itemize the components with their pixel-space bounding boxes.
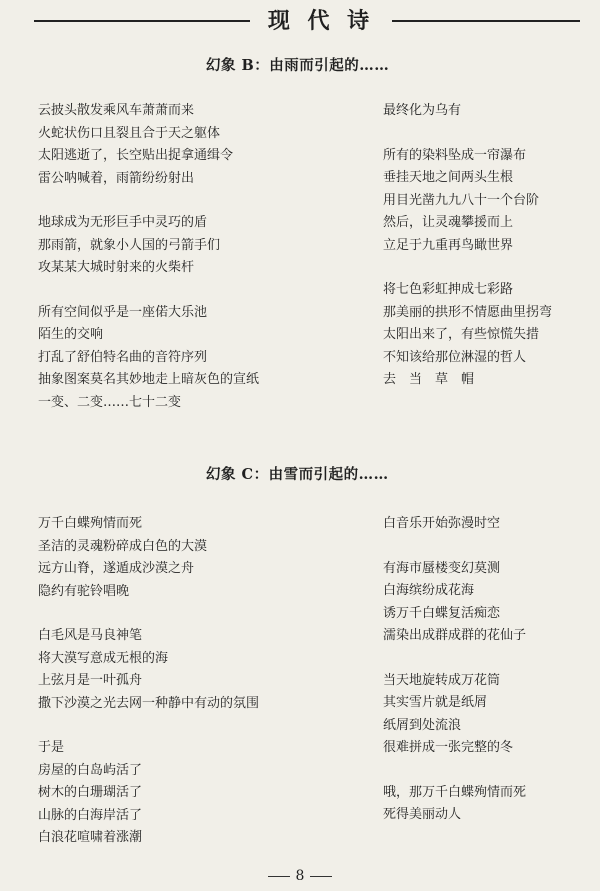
footer-dash-right — [310, 876, 332, 877]
poem-line: 白音乐开始弥漫时空 — [383, 516, 501, 531]
section-b-left-column — [38, 100, 318, 436]
poem-line: 一变、二变……七十二变 — [38, 394, 182, 410]
stanza — [383, 782, 600, 827]
page-title: 现 代 诗 — [267, 8, 375, 34]
stanza — [38, 513, 318, 603]
poem-line: 太阳逃逝了，长空贴出捉拿通缉令 — [38, 148, 234, 163]
poem-line: 去 当 草 帽 — [383, 372, 475, 387]
poem-line: 那雨箭，就象小人国的弓箭手们 — [38, 237, 221, 253]
poem-line: 撒下沙漠之光去网一种静中有动的氛围 — [38, 695, 260, 711]
poem-line: 白浪花喧啸着涨潮 — [38, 830, 143, 845]
stanza — [383, 100, 600, 123]
poem-line: 所有空间似乎是一座偌大乐池 — [38, 304, 208, 320]
poem-line: 太阳出来了，有些惊慌失措 — [383, 327, 540, 342]
poem-line: 云披头散发乘风车萧萧而来 — [38, 103, 195, 118]
section-c-left-column — [38, 513, 318, 872]
stanza — [38, 212, 318, 280]
poem-line: 抽象图案莫名其妙地走上暗灰色的宣纸 — [38, 372, 260, 387]
poem-line: 隐约有驼铃唱晚 — [38, 583, 130, 599]
poem-line: 有海市蜃楼变幻莫测 — [383, 560, 501, 576]
poem-line: 房屋的白岛屿活了 — [38, 762, 143, 778]
section-b-title: 幻象 B：由雨而引起的…… — [206, 57, 390, 74]
poem-line: 死得美丽动人 — [383, 807, 462, 822]
poem-line: 万千白蝶殉情而死 — [38, 516, 143, 531]
poem-line: 然后，让灵魂攀援而上 — [383, 215, 514, 230]
poem-line: 攻某某大城时射来的火柴杆 — [38, 260, 195, 275]
poem-line: 将七色彩虹抻成七彩路 — [383, 282, 514, 297]
page-number: 8 — [295, 868, 305, 884]
poem-line: 圣洁的灵魂粉碎成白色的大漠 — [38, 538, 208, 554]
poem-line: 所有的染料坠成一帘瀑布 — [383, 147, 527, 163]
poem-line: 白海缤纷成花海 — [383, 583, 475, 598]
section-c-title: 幻象 C：由雪而引起的…… — [206, 466, 389, 483]
poem-line: 诱万千白蝶复活痴恋 — [383, 605, 501, 621]
stanza — [383, 670, 600, 760]
poem-line: 树木的白珊瑚活了 — [38, 785, 143, 800]
stanza — [38, 625, 318, 715]
poem-line: 哦，那万千白蝶殉情而死 — [383, 784, 527, 800]
header-rule-right — [392, 20, 580, 22]
stanza — [383, 558, 600, 648]
stanza — [383, 513, 600, 536]
poem-line: 那美丽的拱形不情愿曲里拐弯 — [383, 304, 553, 320]
poem-line: 打乱了舒伯特名曲的音符序列 — [38, 349, 208, 365]
section-b-right-column — [383, 100, 600, 414]
poem-line: 雷公呐喊着，雨箭纷纷射出 — [38, 170, 195, 186]
poem-line: 火蛇状伤口且裂且合于天之躯体 — [38, 125, 221, 141]
footer-dash-left — [268, 876, 290, 877]
poem-line: 垂挂天地之间两头生根 — [383, 170, 514, 185]
poem-line: 濡染出成群成群的花仙子 — [383, 628, 527, 643]
poem-line: 上弦月是一叶孤舟 — [38, 673, 143, 688]
poem-line: 其实雪片就是纸屑 — [383, 695, 488, 710]
poem-line: 白毛风是马良神笔 — [38, 628, 143, 643]
poem-line: 很难拼成一张完整的冬 — [383, 740, 514, 755]
poem-line: 于是 — [38, 740, 65, 755]
poem-line: 将大漠写意成无根的海 — [38, 650, 169, 666]
page-header — [0, 0, 600, 48]
poem-line: 陌生的交响 — [38, 327, 104, 342]
poem-line: 最终化为乌有 — [383, 103, 462, 118]
stanza — [383, 279, 600, 392]
poem-line: 山脉的白海岸活了 — [38, 807, 143, 823]
poem-line: 立足于九重再鸟瞰世界 — [383, 237, 514, 253]
stanza — [383, 145, 600, 258]
poem-line: 地球成为无形巨手中灵巧的盾 — [38, 215, 208, 230]
poem-line: 当天地旋转成万花筒 — [383, 672, 501, 688]
poem-line: 用目光凿九九八十一个台阶 — [383, 192, 540, 208]
stanza — [38, 302, 318, 415]
header-rule-left — [34, 20, 250, 22]
poem-line: 纸屑到处流浪 — [383, 717, 462, 733]
stanza — [38, 100, 318, 190]
page-footer — [0, 868, 600, 884]
stanza — [38, 737, 318, 850]
section-c-right-column — [383, 513, 600, 849]
poem-line: 不知该给那位淋湿的哲人 — [383, 349, 527, 365]
poem-line: 远方山脊，遂遁成沙漠之舟 — [38, 561, 195, 576]
